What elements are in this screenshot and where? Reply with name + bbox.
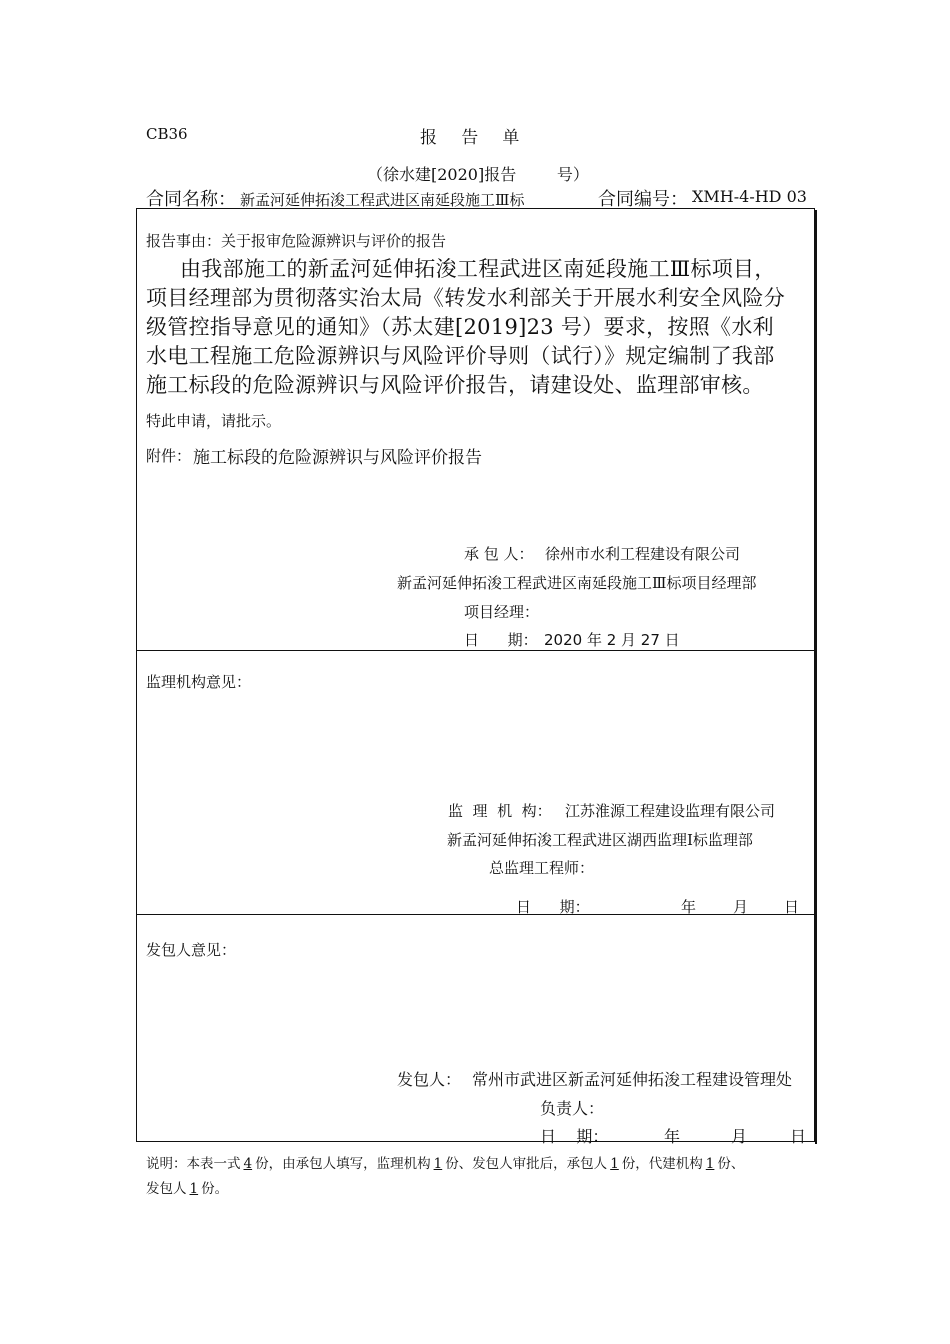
report-body xyxy=(146,255,812,400)
footnote-line: 说明：本表一式 4 份，由承包人填写，监理机构 1 份、发包人审批后，承包人 1 份，代建机构 1 份、 xyxy=(146,1156,745,1172)
chief-engineer-label: 总监理工程师： xyxy=(489,859,595,877)
supervisor-org-label: 监 理 机 构： xyxy=(448,802,552,820)
contractor-value: 徐州市水利工程建设有限公司 xyxy=(545,545,741,563)
supervisor-year: 年 xyxy=(681,898,697,916)
report-date-label: 日 期： xyxy=(464,631,538,649)
report-reason: 报告事由：关于报审危险源辨识与评价的报告 xyxy=(146,232,447,250)
attachment-label: 附件： xyxy=(146,447,192,465)
report-line: 水电工程施工危险源辨识与风险评价导则（试行）》规定编制了我部 xyxy=(146,344,775,368)
form-border-shadow xyxy=(815,210,817,1144)
contract-name-value: 新孟河延伸拓浚工程武进区南延段施工Ⅲ标 xyxy=(240,191,525,209)
report-request: 特此申请，请批示。 xyxy=(146,412,282,430)
copies-contractor: 1 xyxy=(610,1156,619,1172)
employer-opinion-label: 发包人意见： xyxy=(146,941,237,959)
employer-month: 月 xyxy=(731,1127,748,1146)
report-line: 级管控指导意见的通知》（苏太建[2019]23 号）要求，按照《水利 xyxy=(146,315,774,339)
report-line: 项目经理部为贯彻落实治太局《转发水利部关于开展水利安全风险分 xyxy=(146,286,785,310)
footnote-line: 发包人 1 份。 xyxy=(146,1181,229,1197)
contract-no-label: 合同编号： xyxy=(598,189,688,210)
contract-no-value: XMH-4-HD 03 xyxy=(692,187,807,206)
responsible-person-label: 负责人： xyxy=(540,1099,605,1118)
footnote xyxy=(146,1152,816,1202)
report-line: 由我部施工的新孟河延伸拓浚工程武进区南延段施工Ⅲ标项目， xyxy=(180,257,776,281)
copies-agent: 1 xyxy=(705,1156,715,1172)
employer-date-label: 日 期： xyxy=(540,1127,609,1146)
employer-year: 年 xyxy=(664,1127,681,1146)
form-code: CB36 xyxy=(146,125,188,143)
form-title: 报 告 单 xyxy=(420,128,522,148)
employer-value: 常州市武进区新孟河延伸拓浚工程建设管理处 xyxy=(472,1070,793,1089)
employer-label: 发包人： xyxy=(397,1070,462,1089)
project-manager-label: 项目经理： xyxy=(464,603,540,621)
contract-name-label: 合同名称： xyxy=(146,189,236,210)
project-department: 新孟河延伸拓浚工程武进区南延段施工Ⅲ标项目经理部 xyxy=(397,574,757,592)
report-date-value: 2020 年 2 月 27 日 xyxy=(544,631,680,649)
supervisor-department: 新孟河延伸拓浚工程武进区湖西监理Ⅰ标监理部 xyxy=(447,831,753,849)
copies-total: 4 xyxy=(243,1156,253,1172)
section-divider xyxy=(136,914,815,915)
supervisor-month: 月 xyxy=(733,898,749,916)
report-line: 施工标段的危险源辨识与风险评价报告，请建设处、监理部审核。 xyxy=(146,373,764,397)
copies-supervisor: 1 xyxy=(433,1156,443,1172)
attachment-value: 施工标段的危险源辨识与风险评价报告 xyxy=(193,448,482,468)
supervisor-opinion-label: 监理机构意见： xyxy=(146,673,252,691)
employer-day: 日 xyxy=(790,1127,807,1146)
supervisor-date-label: 日 期： xyxy=(516,898,590,916)
report-number: （徐水建[2020]报告 号） xyxy=(367,165,589,184)
supervisor-day: 日 xyxy=(784,898,800,916)
section-divider xyxy=(136,650,815,651)
contractor-label: 承 包 人： xyxy=(464,545,534,563)
copies-employer: 1 xyxy=(189,1181,199,1197)
supervisor-org-value: 江苏淮源工程建设监理有限公司 xyxy=(565,802,776,820)
